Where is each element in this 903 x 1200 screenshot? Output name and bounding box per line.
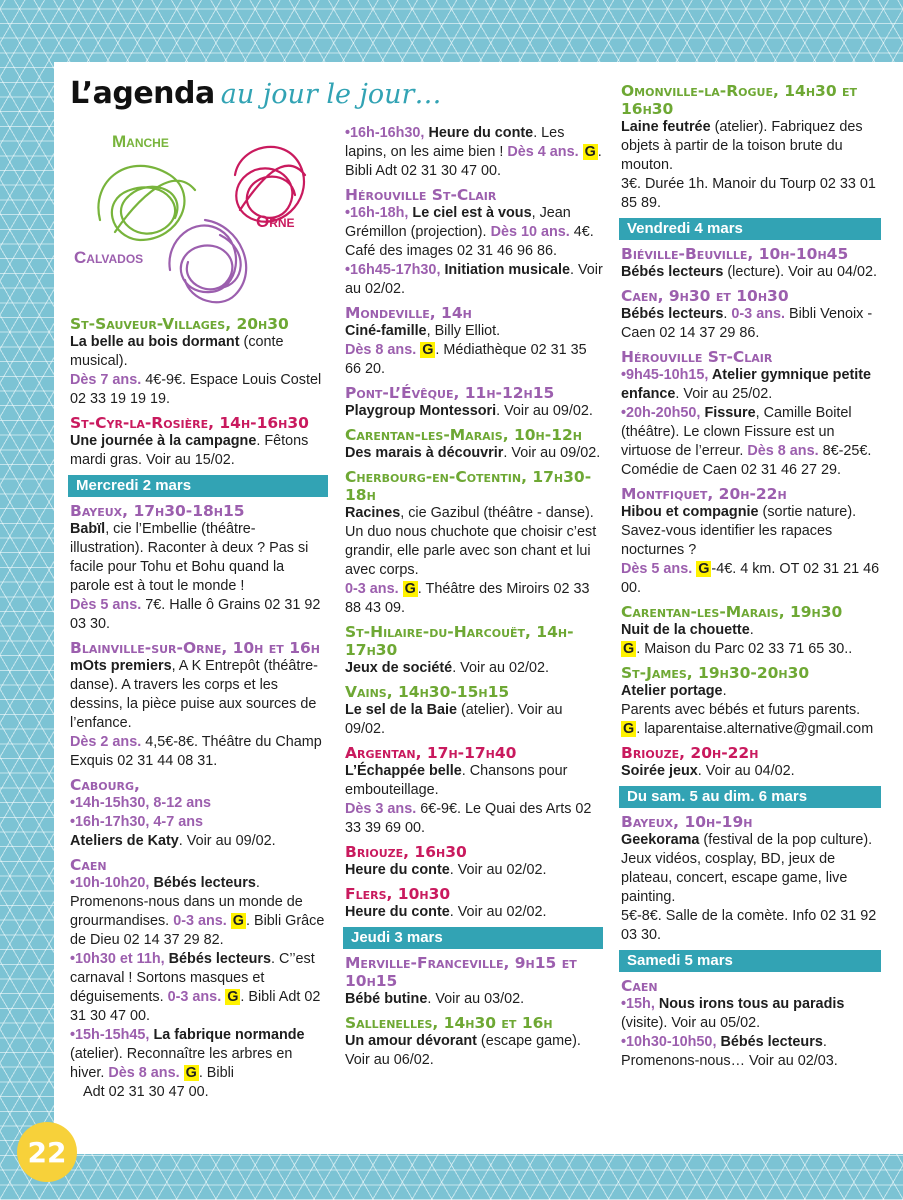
event-title: Une journée à la campagne [70,433,257,449]
event-time: •10h30-10h50, [621,1034,721,1050]
event-title: L’Échappée belle [345,763,462,779]
calvados-scribble [169,220,246,302]
event-detail: 5€-8€. Salle de la comète. Info 02 31 92 03 30. [621,908,877,943]
event-title: Bébés lecteurs [720,1034,823,1050]
event-detail: . Théâtre des Miroirs 02 33 88 43 09. [345,581,590,616]
day-banner: Samedi 5 mars [619,950,881,972]
event-text [70,371,328,409]
event-title: Playgroup Montessori [345,403,497,419]
event-text [621,404,881,480]
event-detail: (atelier). Fabriquez des objets à partir de la toison brute du mouton. [621,119,863,173]
free-badge: G [422,342,434,358]
age-range: Dès 8 ans. [747,443,819,459]
event-time: •16h-17h30, 4-7 ans [70,814,204,830]
venue-heading: Omonville-la-Rogue, 14h30 et 16h30 [621,82,858,118]
event-detail: (conte musical). [70,334,284,369]
age-range: Dès 8 ans. [345,342,417,358]
event-text [621,907,881,945]
event-detail: . Bibli Adt 02 31 30 47 00. [70,989,321,1024]
event-detail: 8€-25€. Comédie de Caen 02 31 46 27 29. [621,443,872,478]
age-range: Dès 8 ans. [108,1065,180,1081]
venue-heading: Caen [70,856,107,874]
venue-heading: Mondeville, 14h [345,304,472,322]
venue-heading: St-Hilaire-du-Harcouët, 14h-17h30 [345,623,574,659]
event-time: •15h, [621,996,659,1012]
event-title: Heure du conte [428,125,534,141]
page-title [70,76,441,111]
event-text [345,762,603,800]
venue-heading: Blainville-sur-Orne, 10h et 16h [70,639,320,657]
age-range: Dès 5 ans. [621,561,693,577]
age-range: 0-3 ans. [173,913,227,929]
event-detail: Adt 02 31 30 47 00. [83,1084,209,1100]
event-detail: (atelier). Reconnaître les arbres en hiver. [70,1046,293,1081]
event-text [345,322,603,341]
event-text [70,813,328,832]
venue-heading: Montfiquet, 20h-22h [621,485,787,503]
event-text [621,831,881,907]
free-badge: G [584,144,596,160]
event-detail: , cie l’Embellie (théâtre-illustration). Raconter à deux ? Pas si facile pour Tohu et Bohu quand la parole est à tout le monde ! [70,521,309,594]
event-detail: Parents avec bébés et futurs parents. [621,702,861,718]
venue-heading: Argentan, 17h-17h40 [345,744,517,762]
age-range: 0-3 ans. [731,306,785,322]
event-title: Babïl [70,521,106,537]
event-title: Le sel de la Baie [345,702,457,718]
free-badge: G [185,1065,197,1081]
agenda-column-3 [621,77,881,1071]
event-detail: . Bibli [198,1065,235,1081]
event-title: Laine feutrée [621,119,711,135]
event-text [621,560,881,598]
page-title-bold: L’agenda [70,76,215,111]
venue-heading: Hérouville St-Clair [621,348,773,366]
free-badge: G [623,721,635,737]
event-title: Bébés lecteurs [621,306,724,322]
event-text [621,366,881,404]
event-text [345,341,603,379]
event-text [70,1026,328,1083]
event-text [345,1032,603,1070]
event-title: Soirée jeux [621,763,698,779]
event-detail: -4€. 4 km. OT 02 31 21 46 00. [621,561,880,596]
event-time: •16h-16h30, [345,125,429,141]
free-badge: G [698,561,710,577]
event-detail: . Voir au 25/02. [675,386,773,402]
event-title: Nuit de la chouette [621,622,750,638]
event-text [621,503,881,560]
event-text [345,990,603,1009]
venue-heading: Caen [621,977,658,995]
day-banner: Jeudi 3 mars [343,927,603,949]
event-text [621,995,881,1033]
event-text [345,580,603,618]
venue-heading: St-Sauveur-Villages, 20h30 [70,315,289,333]
event-title: Racines [345,505,401,521]
venue-heading: St-Cyr-la-Rosière, 14h-16h30 [70,414,309,432]
event-detail: , Jean Grémillon (projection). [345,205,571,240]
age-range: Dès 3 ans. [345,801,417,817]
event-text [345,504,603,580]
event-detail: . Fêtons mardi gras. Voir au 15/02. [70,433,309,468]
venue-heading: Carentan-les-Marais, 10h-12h [345,426,582,444]
event-time: •20h-20h50, [621,405,705,421]
event-detail: 7€. Halle ô Grains 02 31 92 03 30. [70,597,321,632]
page-number: 22 [17,1122,77,1182]
event-text [345,124,603,181]
event-text [345,659,603,678]
event-text [621,762,881,781]
event-detail: , A K Entrepôt (théâtre-danse). A travers les corps et les dessins, la pièce puise aux sources de l’enfance. [70,658,318,731]
event-detail: . [723,306,732,322]
event-detail: (lecture). Voir au 04/02. [723,264,877,280]
event-title: Bébés lecteurs [621,264,724,280]
day-banner: Mercredi 2 mars [68,475,328,497]
orne-scribble [235,147,305,222]
event-text [345,800,603,838]
venue-heading: Hérouville St-Clair [345,186,497,204]
venue-heading: Briouze, 20h-22h [621,744,759,762]
event-title: Atelier gymnique petite enfance [621,367,872,402]
venue-heading: St-James, 19h30-20h30 [621,664,810,682]
venue-heading: Vains, 14h30-15h15 [345,683,510,701]
event-text [70,333,328,371]
event-title: Le ciel est à vous [412,205,532,221]
event-detail: . Voir au 09/02. [496,403,593,419]
venue-heading: Pont-L’Évêque, 11h-12h15 [345,384,555,402]
event-time: •10h30 et 11h, [70,951,169,967]
event-detail: , cie Gazibul (théâtre - danse). Un duo nous chuchote que choisir c’est grandir, elle parle avec son chant et lui avec corps. [345,505,597,578]
event-text [70,432,328,470]
event-detail [180,1065,184,1081]
event-detail: , Camille Boitel (théâtre). Le clown Fissure est un virtuose de l’erreur. [621,405,852,459]
event-text [621,1033,881,1071]
event-title: Jeux de société [345,660,453,676]
event-text [345,261,603,299]
event-text [621,701,881,739]
event-title: Nous irons tous au paradis [658,996,845,1012]
event-time: •15h-15h45, [70,1027,154,1043]
event-text [621,640,881,659]
event-detail: . Voir au 09/02. [503,445,601,461]
event-title: Initiation musicale [444,262,570,278]
event-title: Bébés lecteurs [153,875,256,891]
event-time: •9h45-10h15, [621,367,712,383]
age-range: Dès 7 ans. [70,372,142,388]
day-banner: Du sam. 5 au dim. 6 mars [619,786,881,808]
event-detail: . Chansons pour embouteillage. [345,763,568,798]
venue-heading: Cherbourg-en-Cotentin, 17h30-18h [345,468,592,504]
event-text [70,832,328,851]
event-detail: . Bibli Adt 02 31 30 47 00. [345,144,602,179]
event-detail: (sortie nature). Savez-vous identifier les rapaces nocturnes ? [621,504,857,558]
event-text [70,874,328,950]
event-text [345,701,603,739]
venue-heading: Flers, 10h30 [345,885,451,903]
event-text [70,733,328,771]
event-title: Des marais à découvrir [345,445,504,461]
event-detail: (escape game). Voir au 06/02. [345,1033,581,1068]
event-detail: . Voir au 02/02. [449,862,547,878]
event-title: Fissure [704,405,756,421]
event-detail: (festival de la pop culture). Jeux vidéos, cosplay, BD, jeux de plateau, concert, escape game, live painting. [621,832,873,905]
event-time: •10h-10h20, [70,875,154,891]
event-text [621,621,881,640]
event-title: La fabrique normande [153,1027,305,1043]
orne-label: Orne [256,212,295,231]
event-title: Un amour dévorant [345,1033,477,1049]
event-detail: . laparentaise.alternative@gmail.com [636,721,874,737]
event-title: Heure du conte [345,904,450,920]
free-badge: G [227,989,239,1005]
event-detail: 4€-9€. Espace Louis Costel 02 33 19 19 19. [70,372,322,407]
age-range: Dès 10 ans. [490,224,570,240]
event-detail: . Voir au 03/02. [427,991,525,1007]
venue-heading: Bayeux, 17h30-18h15 [70,502,245,520]
event-detail: . Promenons-nous… Voir au 02/03. [621,1034,838,1069]
event-detail: . Médiathèque 02 31 35 66 20. [345,342,587,377]
event-title: Bébé butine [345,991,428,1007]
event-detail: . [722,683,727,699]
manche-label: Manche [112,132,169,151]
event-detail: . Promenons-nous dans un monde de grourmandises. [70,875,303,929]
event-detail: . Bibli Grâce de Dieu 02 14 37 29 82. [70,913,325,948]
page-title-script: au jour le jour… [220,79,442,110]
event-time: •16h45-17h30, [345,262,445,278]
venue-heading: Caen, 9h30 et 10h30 [621,287,789,305]
day-banner: Vendredi 4 mars [619,218,881,240]
event-title: mOts premiers [70,658,172,674]
venue-heading: Merville-Franceville, 9h15 et 10h15 [345,954,577,990]
age-range: 0-3 ans. [167,989,222,1005]
free-badge: G [404,581,416,597]
event-title: Atelier portage [621,683,723,699]
manche-scribble [98,166,195,240]
agenda-page [54,62,903,1154]
calvados-label: Calvados [74,248,144,267]
event-title: Bébés lecteurs [168,951,272,967]
event-text [621,305,881,343]
venue-heading: Briouze, 16h30 [345,843,467,861]
event-text [345,861,603,880]
event-detail: . Voir au 02/02. [345,262,603,297]
event-detail: , Billy Elliot. [426,323,501,339]
venue-heading: Cabourg, [70,776,140,794]
event-text [345,402,603,421]
event-detail: . Maison du Parc 02 33 71 65 30.. [636,641,853,657]
event-detail: . Les lapins, on les aime bien ! [345,125,565,160]
event-text [621,263,881,282]
event-detail: . Voir au 09/02. [178,833,276,849]
event-detail [579,144,583,160]
venue-heading: Carentan-les-Marais, 19h30 [621,603,843,621]
age-range: 0-3 ans. [345,581,399,597]
age-range: Dès 2 ans. [70,734,142,750]
event-text [70,520,328,596]
event-title: Heure du conte [345,862,450,878]
venue-heading: Bayeux, 10h-19h [621,813,753,831]
event-detail: 6€-9€. Le Quai des Arts 02 33 39 69 00. [345,801,592,836]
event-detail: 4,5€-8€. Théâtre du Champ Exquis 02 31 44 08 31. [70,734,322,769]
event-text [70,1083,328,1102]
event-text [345,444,603,463]
event-detail [399,581,403,597]
event-detail: . C’’est carnaval ! Sortons masques et déguisements. [70,951,315,1005]
age-range: Dès 5 ans. [70,597,142,613]
event-text [70,950,328,1026]
venue-heading: Biéville-Beuville, 10h-10h45 [621,245,849,263]
event-title: Geekorama [621,832,700,848]
event-detail: (visite). Voir au 05/02. [621,1015,761,1031]
event-detail: (atelier). Voir au 09/02. [345,702,563,737]
agenda-column-1 [70,310,328,1102]
event-text [70,794,328,813]
venue-heading: Sallenelles, 14h30 et 16h [345,1014,553,1032]
event-title: Ateliers de Katy [70,833,179,849]
event-text [345,204,603,261]
event-detail: Bibli Venoix - Caen 02 14 37 29 86. [621,306,873,341]
event-text [70,657,328,733]
event-detail: . Voir au 02/02. [452,660,549,676]
event-time: •16h-18h, [345,205,413,221]
event-detail: . [749,622,754,638]
event-title: La belle au bois dormant [70,334,240,350]
event-title: Hibou et compagnie [621,504,759,520]
age-range: Dès 4 ans. [507,144,579,160]
agenda-column-2 [345,124,603,1070]
event-title: Ciné-famille [345,323,427,339]
event-detail: . Voir au 02/02. [449,904,547,920]
event-text [621,682,881,701]
event-detail: 4€. Café des images 02 31 46 96 86. [345,224,594,259]
free-badge: G [623,641,635,657]
event-time: •14h-15h30, 8-12 ans [70,795,212,811]
event-detail: . Voir au 04/02. [697,763,795,779]
event-text [621,118,881,175]
event-text [345,903,603,922]
event-text [621,175,881,213]
event-detail: 3€. Durée 1h. Manoir du Tourp 02 33 01 85 89. [621,176,876,211]
free-badge: G [232,913,244,929]
event-text [70,596,328,634]
department-map [70,120,330,310]
